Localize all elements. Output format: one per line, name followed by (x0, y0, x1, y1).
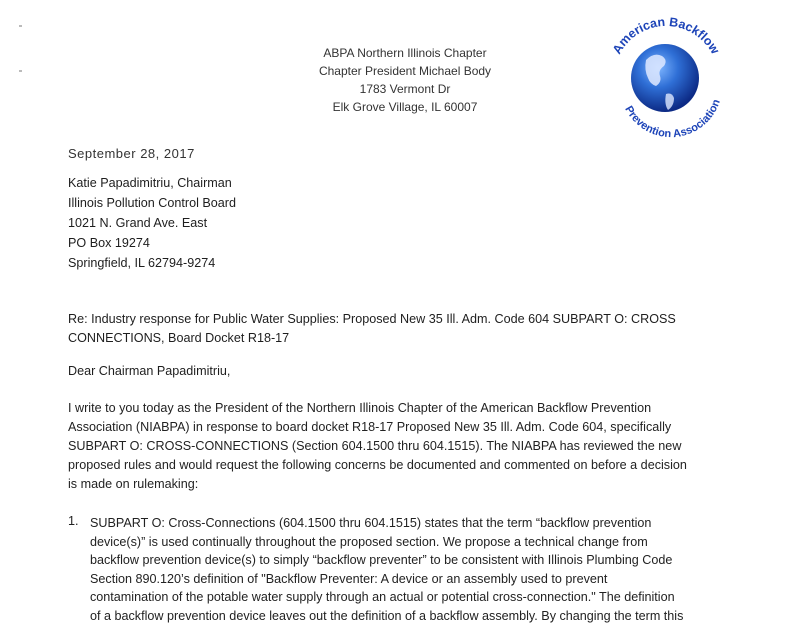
scan-mark (19, 25, 22, 27)
list-item-line: Section 890.120’s definition of "Backflow Preventer: A device or an assembly used to prevent (90, 570, 780, 589)
recipient-line: 1021 N. Grand Ave. East (68, 216, 207, 230)
globe-icon (631, 44, 699, 112)
list-item-line: of a backflow prevention device leaves out the definition of a backflow assembly. By changing the term this (90, 607, 780, 625)
intro-line: Association (NIABPA) in response to board docket R18-17 Proposed New 35 Ill. Adm. Code 604, specifically (68, 418, 768, 437)
list-item-line: device(s)” is used continually throughout the proposed section. We propose a technical change from (90, 533, 780, 552)
letterhead-line: 1783 Vermont Dr (285, 81, 525, 98)
letterhead-line: ABPA Northern Illinois Chapter (285, 45, 525, 62)
salutation: Dear Chairman Papadimitriu, (68, 364, 230, 378)
logo-text-top: American Backflow (610, 15, 723, 57)
intro-line: SUBPART O: CROSS-CONNECTIONS (Section 604.1500 thru 604.1515). The NIABPA has reviewed the new (68, 437, 768, 456)
subject-line: Re: Industry response for Public Water Supplies: Proposed New 35 Ill. Adm. Code 604 SUBPART O: CROSS (68, 312, 676, 326)
list-item-line: SUBPART O: Cross-Connections (604.1500 thru 604.1515) states that the term “backflow prevention (90, 514, 780, 533)
intro-line: I write to you today as the President of the Northern Illinois Chapter of the American Backflow Prevention (68, 399, 768, 418)
intro-paragraph (68, 399, 768, 494)
letterhead-line: Chapter President Michael Body (285, 63, 525, 80)
intro-line: proposed rules and would request the following concerns be documented and commented on before a decision (68, 456, 768, 475)
recipient-line: PO Box 19274 (68, 236, 150, 250)
letterhead-line: Elk Grove Village, IL 60007 (285, 99, 525, 116)
logo-text-bottom: Prevention Association (622, 98, 723, 141)
list-item-line: contamination of the potable water supply through an actual or potential cross-connection." The definition (90, 588, 780, 607)
intro-line: is made on rulemaking: (68, 475, 768, 494)
list-item-number: 1. (68, 514, 79, 528)
abpa-logo (600, 12, 730, 142)
scan-mark (19, 70, 22, 72)
recipient-line: Springfield, IL 62794-9274 (68, 256, 215, 270)
subject-line: CONNECTIONS, Board Docket R18-17 (68, 331, 289, 345)
list-item-line: backflow prevention device(s) to simply “backflow preventer” to be consistent with Illinois Plumbing Code (90, 551, 780, 570)
letter-date: September 28, 2017 (68, 146, 195, 161)
recipient-line: Illinois Pollution Control Board (68, 196, 236, 210)
recipient-line: Katie Papadimitriu, Chairman (68, 176, 232, 190)
list-item-text (90, 514, 780, 625)
